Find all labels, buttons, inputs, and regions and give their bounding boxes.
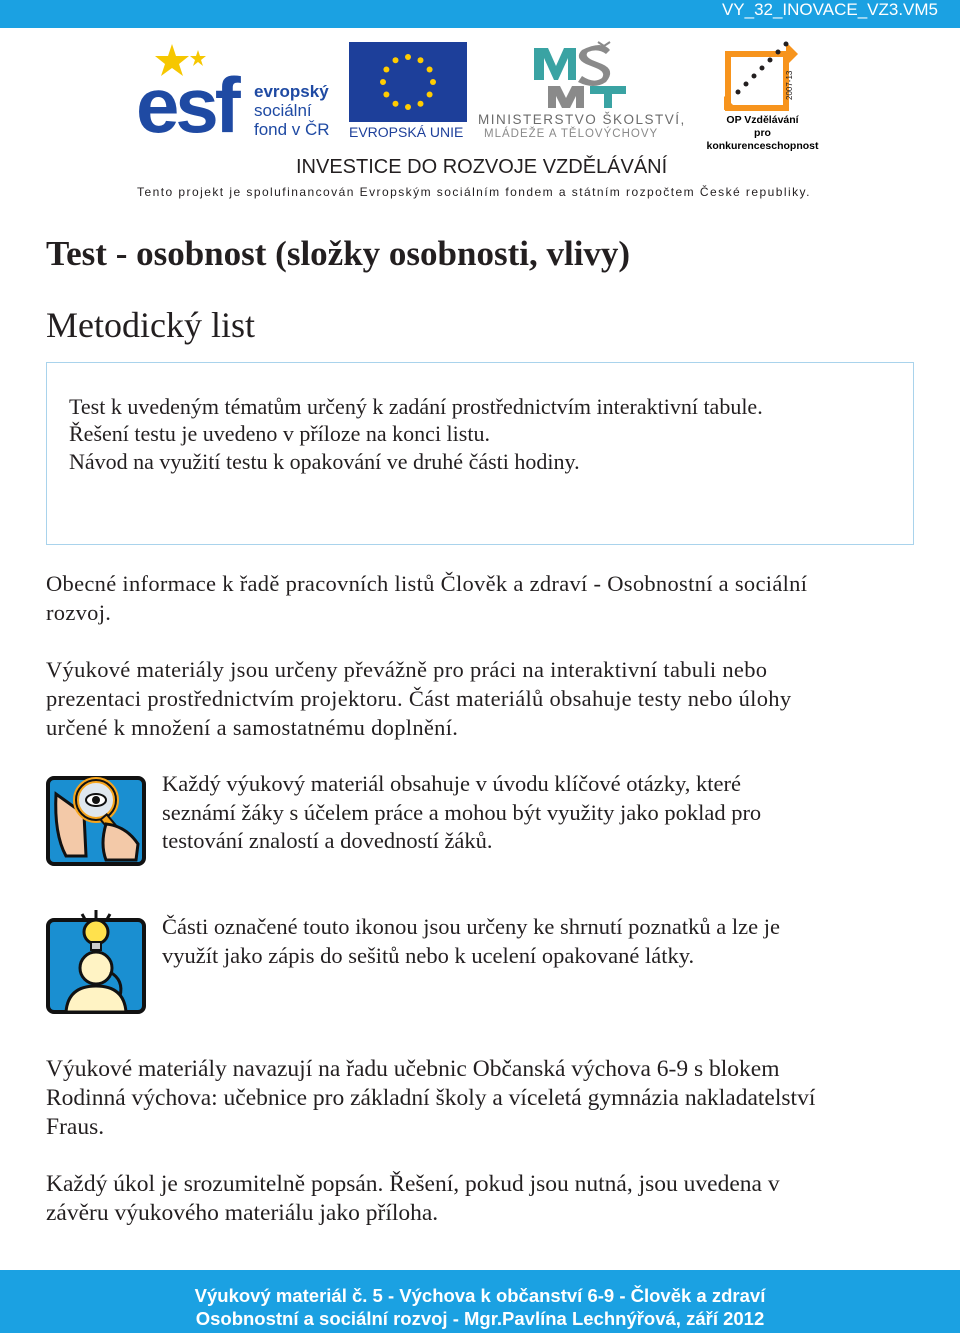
text-line: Části označené touto ikonou jsou určeny ke shrnutí poznatků a lze je bbox=[162, 914, 780, 939]
lightbulb-icon bbox=[46, 910, 146, 1010]
text-line: rozvoj. bbox=[46, 600, 112, 625]
footer-banner bbox=[0, 1270, 960, 1333]
opvk-caption bbox=[700, 114, 825, 153]
text-line: závěru výukového materiálu jako příloha. bbox=[46, 1200, 439, 1226]
text-line: Rodinná výchova: učebnice pro základní školy a víceletá gymnázia nakladatelství bbox=[46, 1085, 816, 1111]
text-line: Obecné informace k řadě pracovních listů Člověk a zdraví - Osobnostní a sociální bbox=[46, 571, 808, 596]
footer-line1: Výukový materiál č. 5 - Výchova k občanství 6-9 - Člověk a zdraví bbox=[194, 1285, 766, 1306]
msmt-logo bbox=[478, 40, 688, 140]
page-title: Test - osobnost (složky osobnosti, vlivy) bbox=[46, 234, 631, 273]
text-line: Výukové materiály navazují na řadu učebnic Občanská výchova 6-9 s blokem bbox=[46, 1056, 780, 1082]
investice-heading: INVESTICE DO ROZVOJE VZDĚLÁVÁNÍ bbox=[296, 156, 668, 178]
tasks-paragraph bbox=[46, 1170, 780, 1228]
footer-line2: Osobnostní a sociální rozvoj - Mgr.Pavlína Lechnýřová, září 2012 bbox=[195, 1308, 765, 1329]
magnifier-icon bbox=[46, 774, 146, 874]
page-subtitle: Metodický list bbox=[46, 305, 255, 345]
msmt-line2: MLÁDEŽE A TĚLOVÝCHOVY bbox=[484, 128, 659, 140]
text-line: prezentaci prostřednictvím projektoru. Část materiálů obsahuje testy nebo úlohy bbox=[46, 686, 792, 711]
text-line: Každý úkol je srozumitelně popsán. Řešení, pokud jsou nutná, jsou uvedena v bbox=[46, 1171, 780, 1197]
general-info-paragraph bbox=[46, 569, 807, 627]
top-banner bbox=[0, 0, 960, 28]
esf-caption-line3: fond v ČR bbox=[254, 120, 330, 139]
opvk-line2: pro konkurenceschopnost bbox=[706, 127, 819, 152]
eu-label: EVROPSKÁ UNIE bbox=[349, 124, 464, 140]
esf-caption-line1: evropský bbox=[254, 82, 329, 101]
msmt-line1: MINISTERSTVO ŠKOLSTVÍ, bbox=[478, 112, 686, 127]
text-line: testování znalostí a dovedností žáků. bbox=[162, 828, 493, 853]
msmt-mark-icon bbox=[532, 40, 628, 110]
info-box bbox=[46, 362, 914, 545]
esf-caption-line2: sociální bbox=[254, 101, 312, 120]
esf-caption bbox=[254, 82, 330, 139]
magnifier-icon-description bbox=[162, 770, 761, 856]
opvk-line1: OP Vzdělávání bbox=[726, 114, 799, 126]
info-line: Návod na využití testu k opakování ve druhé části hodiny. bbox=[69, 449, 580, 474]
text-line: využít jako zápis do sešitů nebo k ucelení opakované látky. bbox=[162, 942, 695, 968]
textbooks-paragraph bbox=[46, 1055, 815, 1142]
opvk-mark-icon bbox=[724, 40, 800, 112]
text-line: Výukové materiály jsou určeny převážně pro práci na interaktivní tabuli nebo bbox=[46, 657, 768, 682]
text-line: seznámí žáky s účelem práce a mohou být využity jako poklad pro bbox=[162, 799, 762, 825]
text-line: Každý výukový materiál obsahuje v úvodu klíčové otázky, které bbox=[162, 771, 741, 796]
eu-logo bbox=[349, 42, 469, 142]
lightbulb-icon-description bbox=[162, 913, 780, 970]
esf-logo bbox=[136, 42, 346, 149]
opvk-logo bbox=[700, 40, 825, 152]
document-code: VY_32_INOVACE_VZ3.VM5 bbox=[721, 0, 938, 19]
info-line: Test k uvedeným tématům určený k zadání prostřednictvím interaktivní tabule. bbox=[69, 394, 763, 419]
opvk-years: 2007-13 bbox=[785, 70, 794, 100]
text-line: určené k množení a samostatnému doplnění. bbox=[46, 715, 459, 740]
text-line: Fraus. bbox=[46, 1114, 105, 1140]
funding-note: Tento projekt je spolufinancován Evropským sociálním fondem a státním rozpočtem České republiky. bbox=[137, 185, 811, 199]
materials-paragraph bbox=[46, 655, 791, 742]
info-line: Řešení testu je uvedeno v příloze na konci listu. bbox=[69, 421, 490, 446]
esf-wordmark: esf bbox=[136, 61, 237, 149]
eu-flag-icon bbox=[349, 42, 467, 122]
